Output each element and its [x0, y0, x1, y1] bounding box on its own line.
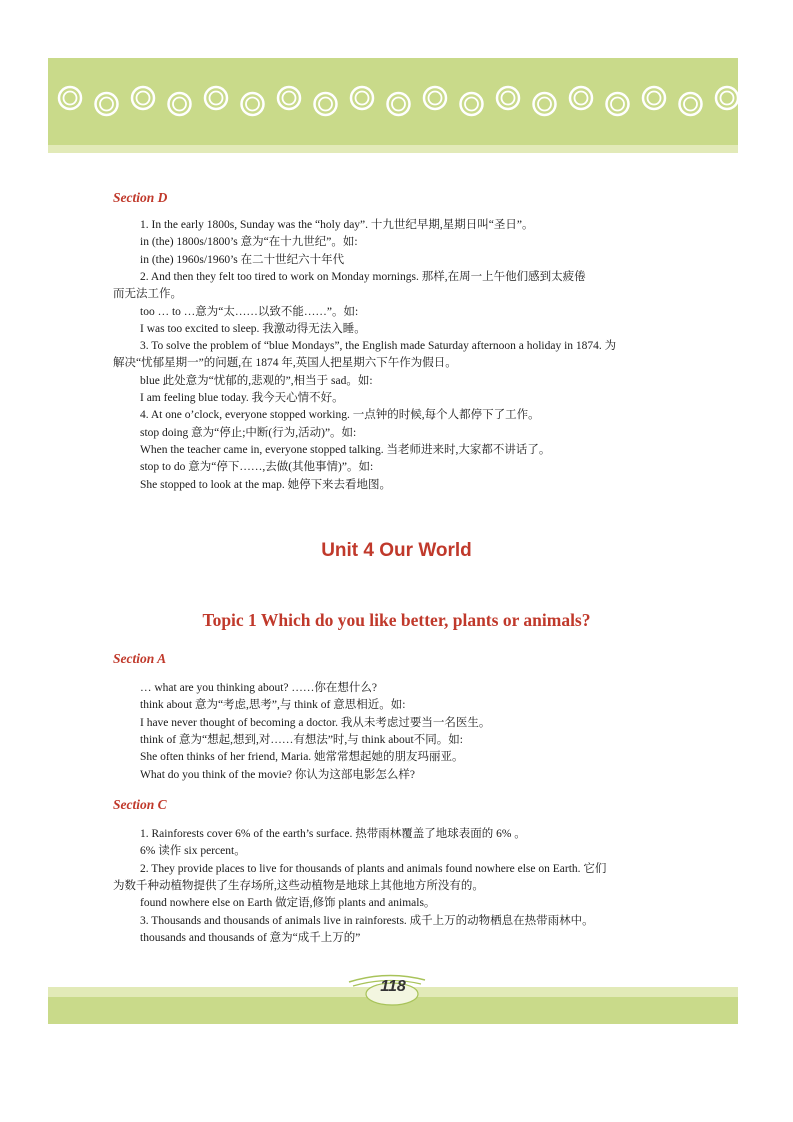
ring-icon [716, 87, 738, 109]
text-line: stop doing 意为“停止;中断(行为,活动)”。如: [140, 426, 357, 439]
ring-icon [680, 93, 702, 115]
text-line: stop to do 意为“停下……,去做(其他事情)”。如: [140, 461, 374, 474]
text-line: 6% 读作 six percent。 [140, 845, 246, 858]
text-line: What do you think of the movie? 你认为这部电影怎么样? [140, 768, 415, 781]
text-line: found nowhere else on Earth 做定语,修饰 plants and animals。 [140, 897, 436, 910]
ring-icon [315, 93, 337, 115]
ring-decoration [48, 58, 738, 148]
text-line: 2. And then they felt too tired to work on Monday mornings. 那样,在周一上午他们感到太疲倦 [140, 270, 586, 283]
text-line: I was too excited to sleep. 我激动得无法入睡。 [140, 322, 366, 335]
ring-icon [570, 87, 592, 109]
ring-icon [643, 87, 665, 109]
text-line: I am feeling blue today. 我今天心情不好。 [140, 392, 344, 404]
ring-icon [205, 87, 227, 109]
ring-icon [132, 87, 154, 109]
text-line: She stopped to look at the map. 她停下来去看地图。 [140, 478, 392, 491]
ring-icon [388, 93, 410, 115]
page-number: 118 [380, 978, 406, 995]
text-line: in (the) 1800s/1800’s 意为“在十九世纪”。如: [140, 236, 358, 249]
section-heading: Section A [113, 651, 167, 666]
text-line: too … to …意为“太……以致不能……”。如: [140, 305, 359, 318]
text-line: … what are you thinking about? ……你在想什么? [140, 682, 377, 694]
text-line: think of 意为“想起,想到,对……有想法”时,与 think about不同。如: [140, 733, 463, 746]
text-line: 4. At one o’clock, everyone stopped working. 一点钟的时候,每个人都停下了工作。 [140, 409, 540, 422]
text-line: 而无法工作。 [113, 288, 182, 301]
ring-icon [461, 93, 483, 115]
ring-icon [534, 93, 556, 115]
ring-icon [497, 87, 519, 109]
text-line: She often thinks of her friend, Maria. 她常常想起她的朋友玛丽亚。 [140, 751, 464, 764]
ring-icon [278, 87, 300, 109]
ring-icon [169, 93, 191, 115]
ring-icon [351, 87, 373, 109]
text-line: 解决“忧郁星期一”的问题,在 1874 年,英国人把星期六下午作为假日。 [113, 357, 457, 370]
text-line: 3. Thousands and thousands of animals live in rainforests. 成千上万的动物栖息在热带雨林中。 [140, 914, 594, 927]
text-line: When the teacher came in, everyone stopped talking. 当老师进来时,大家都不讲话了。 [140, 443, 551, 456]
ring-icon [59, 87, 81, 109]
top-banner [48, 58, 738, 153]
text-line: 为数千种动植物提供了生存场所,这些动植物是地球上其他地方所没有的。 [113, 879, 484, 892]
section-heading: Section D [113, 190, 168, 205]
topic-title: Topic 1 Which do you like better, plants or animals? [202, 610, 591, 630]
ring-icon [242, 93, 264, 115]
text-line: 3. To solve the problem of “blue Mondays”, the English made Saturday afternoon a holiday in 1874. 为 [140, 340, 617, 353]
banner-stripe [48, 145, 738, 153]
text-line: blue 此处意为“忧郁的,悲观的”,相当于 sad。如: [140, 374, 373, 387]
text-line: 1. In the early 1800s, Sunday was the “holy day”. 十九世纪早期,星期日叫“圣日”。 [140, 219, 534, 231]
text-line: think about 意为“考虑,思考”,与 think of 意思相近。如: [140, 699, 406, 712]
text-line: 1. Rainforests cover 6% of the earth’s surface. 热带雨林覆盖了地球表面的 6% 。 [140, 828, 526, 840]
text-line: 2. They provide places to live for thousands of plants and animals found nowhere else on Earth. 它们 [140, 862, 607, 875]
text-line: I have never thought of becoming a doctor. 我从未考虑过要当一名医生。 [140, 716, 491, 729]
unit-title: Unit 4 Our World [321, 540, 472, 561]
text-line: in (the) 1960s/1960’s 在二十世纪六十年代 [140, 253, 345, 266]
ring-icon [607, 93, 629, 115]
ring-icon [96, 93, 118, 115]
text-line: thousands and thousands of 意为“成千上万的” [140, 931, 361, 944]
section-heading: Section C [113, 797, 167, 812]
ring-icon [424, 87, 446, 109]
